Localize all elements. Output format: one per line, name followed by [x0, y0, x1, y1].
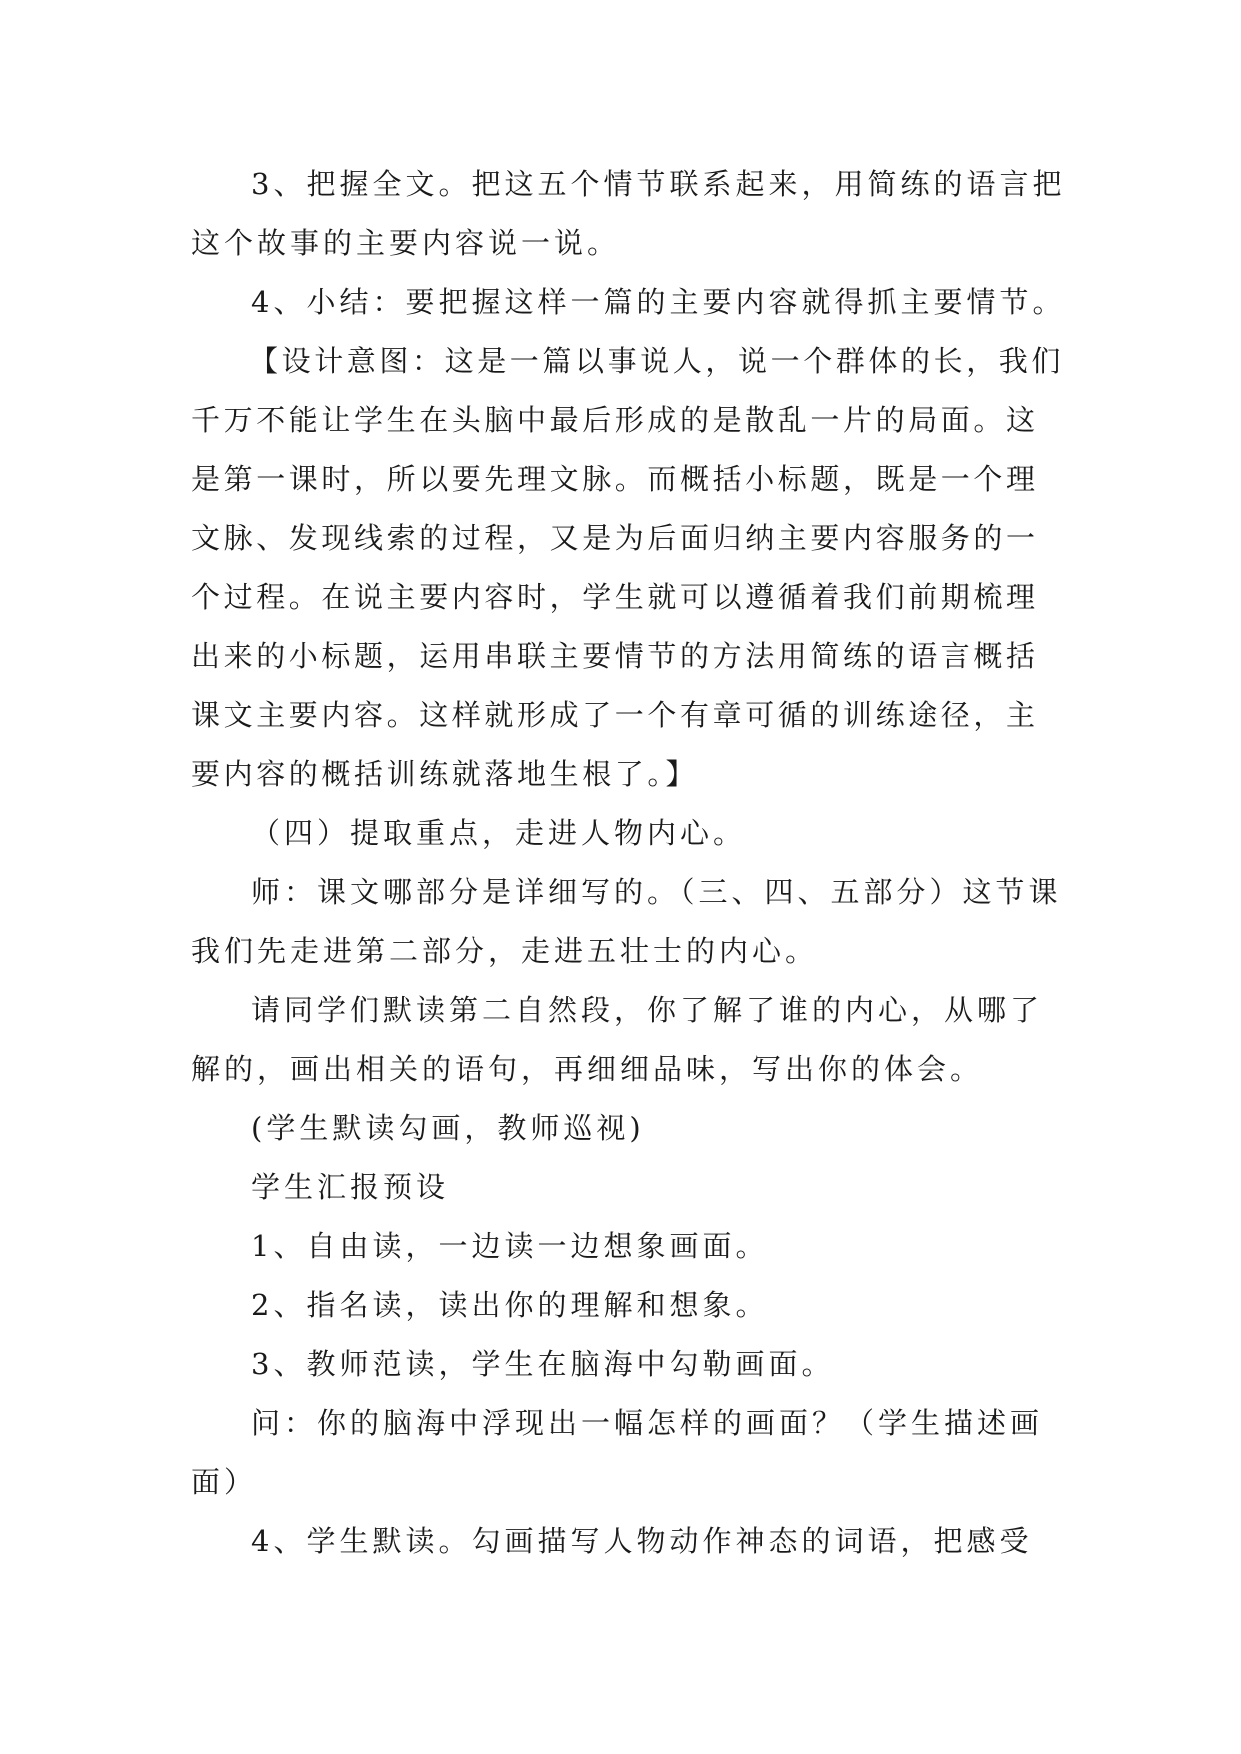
paragraph-teacher-question: 师：课文哪部分是详细写的。（三、四、五部分）这节课我们先走进第二部分，走进五壮士的内心。	[191, 875, 1062, 968]
list-item-student-silent-reading: 4、学生默读。勾画描写人物动作神态的词语，把感受	[251, 1524, 1033, 1558]
document-body	[191, 155, 1071, 1571]
paragraph-design-intent: 【设计意图：这是一篇以事说人，说一个群体的长，我们千万不能让学生在头脑中最后形成的是散乱一片的局面。这是第一课时，所以要先理文脉。而概括小标题，既是一个理文脉、发现线索的过程，又是为后面归纳主要内容服务的一个过程。在说主要内容时，学生就可以遵循着我们前期梳理出来的小标题，运用串联主要情节的方法用简练的语言概括课文主要内容。这样就形成了一个有章可循的训练途径，主要内容的概括训练就落地生根了。】	[191, 344, 1065, 791]
section-heading-four: （四）提取重点，走进人物内心。	[251, 816, 747, 850]
list-item-teacher-reading: 3、教师范读，学生在脑海中勾勒画面。	[251, 1347, 835, 1381]
paragraph-picture-question: 问：你的脑海中浮现出一幅怎样的画面？（学生描述画面）	[191, 1406, 1044, 1499]
paragraph-report-preset: 学生汇报预设	[251, 1170, 450, 1204]
paragraph-grasp-full-text: 3、把握全文。把这五个情节联系起来，用简练的语言把这个故事的主要内容说一说。	[191, 167, 1066, 260]
paragraph-silent-reading-task: 请同学们默读第二自然段，你了解了谁的内心，从哪了解的，画出相关的语句，再细细品味，写出你的体会。	[191, 993, 1044, 1086]
list-item-named-reading: 2、指名读，读出你的理解和想象。	[251, 1288, 769, 1322]
paragraph-student-activity: (学生默读勾画，教师巡视)	[251, 1111, 645, 1145]
list-item-free-reading: 1、自由读，一边读一边想象画面。	[251, 1229, 769, 1263]
paragraph-summary: 4、小结：要把握这样一篇的主要内容就得抓主要情节。	[251, 285, 1066, 319]
